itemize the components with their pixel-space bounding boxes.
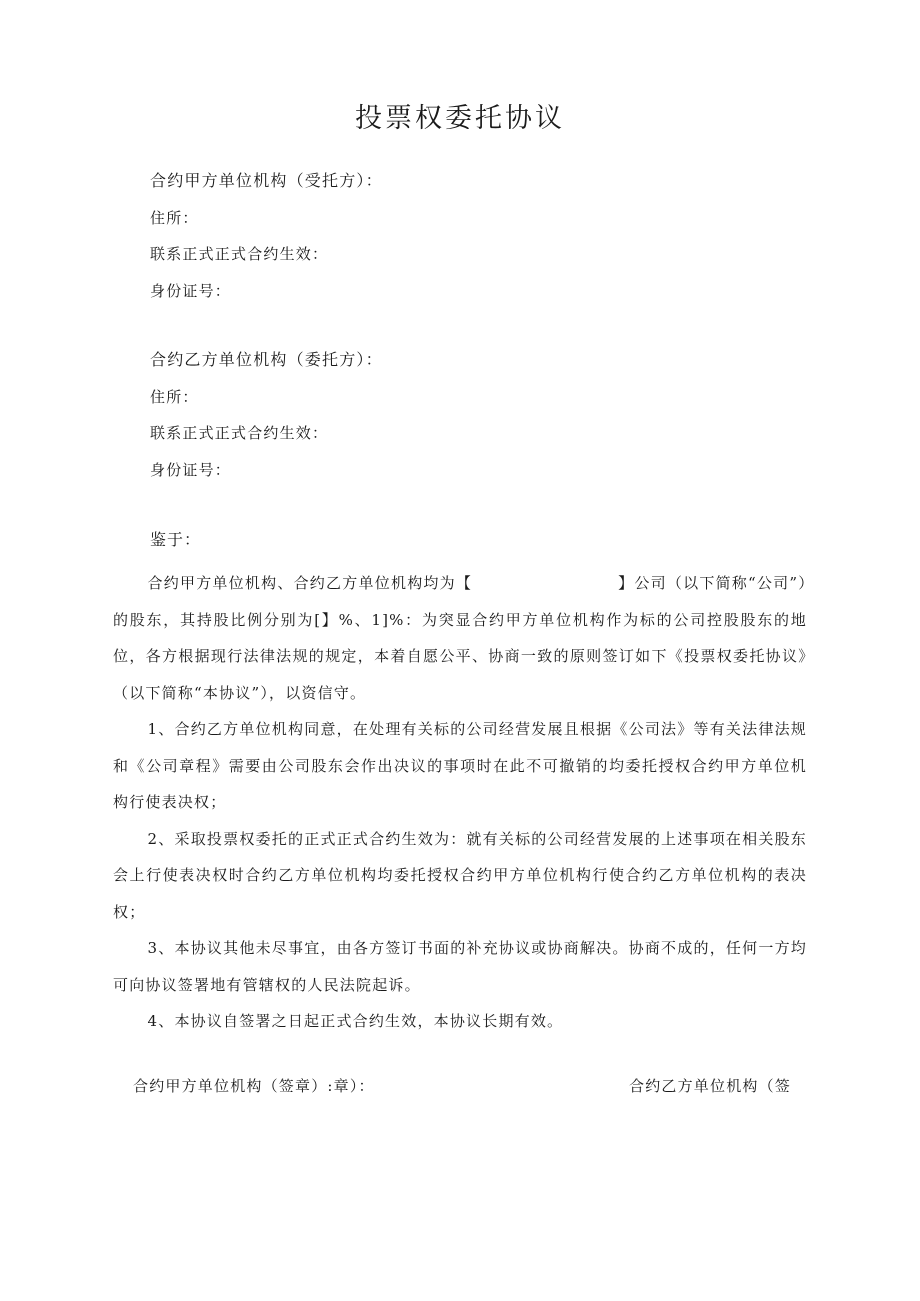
clause-3: 3、本协议其他未尽事宜，由各方签订书面的补充协议或协商解决。协商不成的，任何一方均可向协议签署地有管辖权的人民法院起诉。	[113, 939, 807, 994]
party-a-heading: 合约甲方单位机构（受托方）：	[150, 171, 383, 190]
agreement-body	[113, 565, 807, 1040]
clause-2: 2、采取投票权委托的正式正式合约生效为：就有关标的公司经营发展的上述事项在相关股东会上行使表决权时合约乙方单位机构均委托授权合约甲方单位机构行使合约乙方单位机构的表决权；	[113, 829, 807, 921]
party-b-heading: 合约乙方单位机构（委托方）：	[150, 350, 383, 369]
party-b-address-label: 住所：	[150, 387, 199, 406]
party-a-id-label: 身份证号：	[150, 281, 232, 300]
preamble-paragraph: 合约甲方单位机构、合约乙方单位机构均为【 】公司（以下简称“公司”）的股东，其持股比例分别为[】%、1]%：为突显合约甲方单位机构作为标的公司控股股东的地位，各方根据现行法律法规的规定，本着自愿公平、协商一致的原则签订如下《投票权委托协议》（以下简称“本协议”），以资信守。	[113, 574, 807, 702]
party-a-contact-label: 联系正式正式合约生效：	[150, 245, 329, 263]
party-b-contact-label: 联系正式正式合约生效：	[150, 424, 329, 442]
party-a-signature-label: 合约甲方单位机构（签章）:章）：	[133, 1077, 375, 1095]
party-a-block	[150, 170, 383, 316]
party-b-id-label: 身份证号：	[150, 460, 232, 479]
whereas-label: 鉴于：	[150, 530, 202, 549]
party-b-block	[150, 349, 383, 495]
clause-1: 1、合约乙方单位机构同意，在处理有关标的公司经营发展且根据《公司法》等有关法律法规和《公司章程》需要由公司股东会作出决议的事项时在此不可撤销的均委托授权合约甲方单位机构行使表决权；	[113, 720, 807, 811]
party-b-signature-label: 合约乙方单位机构（签	[629, 1077, 792, 1095]
document-title: 投票权委托协议	[355, 103, 565, 134]
clause-4: 4、本协议自签署之日起正式合约生效，本协议长期有效。	[147, 1012, 564, 1030]
party-a-address-label: 住所：	[150, 208, 199, 227]
